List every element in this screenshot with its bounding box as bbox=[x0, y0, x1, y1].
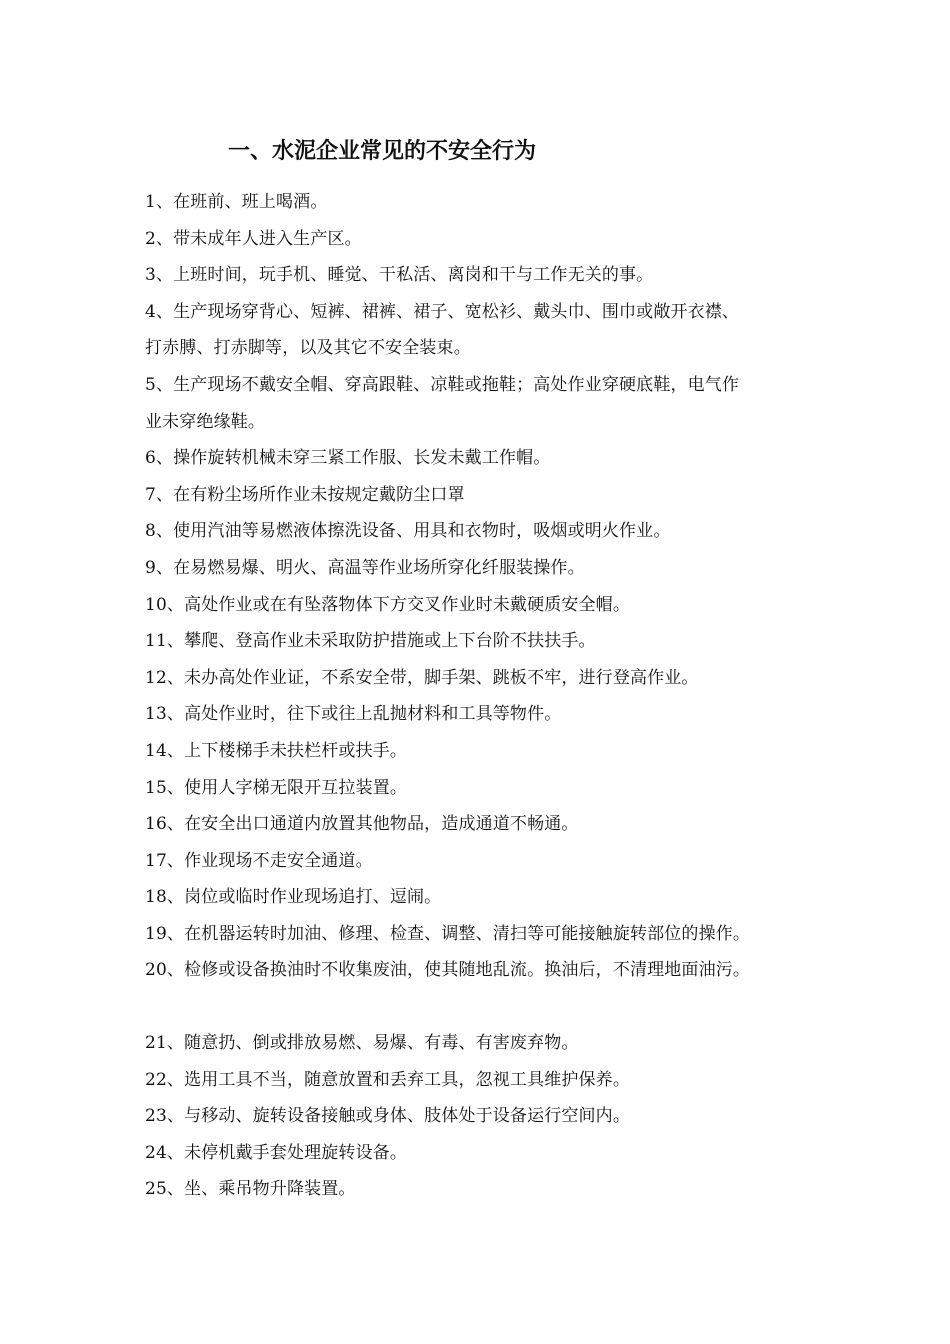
list-item: 25、坐、乘吊物升降装置。 bbox=[145, 1179, 356, 1200]
list-item: 14、上下楼梯手未扶栏杆或扶手。 bbox=[145, 740, 408, 761]
list-item: 5、生产现场不戴安全帽、穿高跟鞋、凉鞋或拖鞋；高处作业穿硬底鞋，电气作 bbox=[145, 374, 740, 395]
list-item: 7、在有粉尘场所作业未按规定戴防尘口罩 bbox=[145, 484, 465, 505]
list-item: 15、使用人字梯无限开互拉装置。 bbox=[145, 777, 408, 798]
list-item: 1、在班前、班上喝酒。 bbox=[145, 192, 328, 212]
list-item: 20、检修或设备换油时不收集废油，使其随地乱流。换油后，不清理地面油污。 bbox=[145, 960, 751, 981]
list-item: 11、攀爬、登高作业未采取防护措施或上下台阶不扶扶手。 bbox=[145, 631, 596, 652]
rule-list bbox=[145, 184, 835, 1208]
document-title: 一、水泥企业常见的不安全行为 bbox=[228, 139, 537, 164]
list-item: 16、在安全出口通道内放置其他物品，造成通道不畅通。 bbox=[145, 814, 579, 835]
list-item-continuation: 打赤膊、打赤脚等，以及其它不安全装束。 bbox=[145, 338, 471, 359]
list-item: 24、未停机戴手套处理旋转设备。 bbox=[145, 1142, 408, 1163]
list-item: 21、随意扔、倒或排放易燃、易爆、有毒、有害废弃物。 bbox=[145, 1033, 579, 1054]
list-item: 23、与移动、旋转设备接触或身体、肢体处于设备运行空间内。 bbox=[145, 1106, 630, 1127]
list-item: 10、高处作业或在有坠落物体下方交叉作业时未戴硬质安全帽。 bbox=[145, 594, 630, 615]
list-item: 12、未办高处作业证，不系安全带，脚手架、跳板不牢，进行登高作业。 bbox=[145, 667, 699, 688]
list-item: 3、上班时间，玩手机、睡觉、干私活、离岗和干与工作无关的事。 bbox=[145, 265, 654, 286]
list-item: 8、使用汽油等易燃液体擦洗设备、用具和衣物时，吸烟或明火作业。 bbox=[145, 521, 671, 542]
list-item: 22、选用工具不当，随意放置和丢弃工具，忽视工具维护保养。 bbox=[145, 1069, 630, 1090]
list-item: 18、岗位或临时作业现场追打、逗闹。 bbox=[145, 887, 442, 908]
list-item: 9、在易燃易爆、明火、高温等作业场所穿化纤服装操作。 bbox=[145, 557, 585, 578]
list-item: 17、作业现场不走安全通道。 bbox=[145, 850, 373, 871]
list-item: 2、带未成年人进入生产区。 bbox=[145, 228, 362, 249]
list-item: 4、生产现场穿背心、短裤、裙裤、裙子、宽松衫、戴头巾、围巾或敞开衣襟、 bbox=[145, 301, 740, 322]
list-item: 19、在机器运转时加油、修理、检查、调整、清扫等可能接触旋转部位的操作。 bbox=[145, 923, 751, 944]
list-item: 13、高处作业时，往下或往上乱抛材料和工具等物件。 bbox=[145, 704, 562, 725]
list-item: 6、操作旋转机械未穿三紧工作服、长发未戴工作帽。 bbox=[145, 448, 551, 469]
list-item-continuation: 业未穿绝缘鞋。 bbox=[145, 411, 266, 432]
